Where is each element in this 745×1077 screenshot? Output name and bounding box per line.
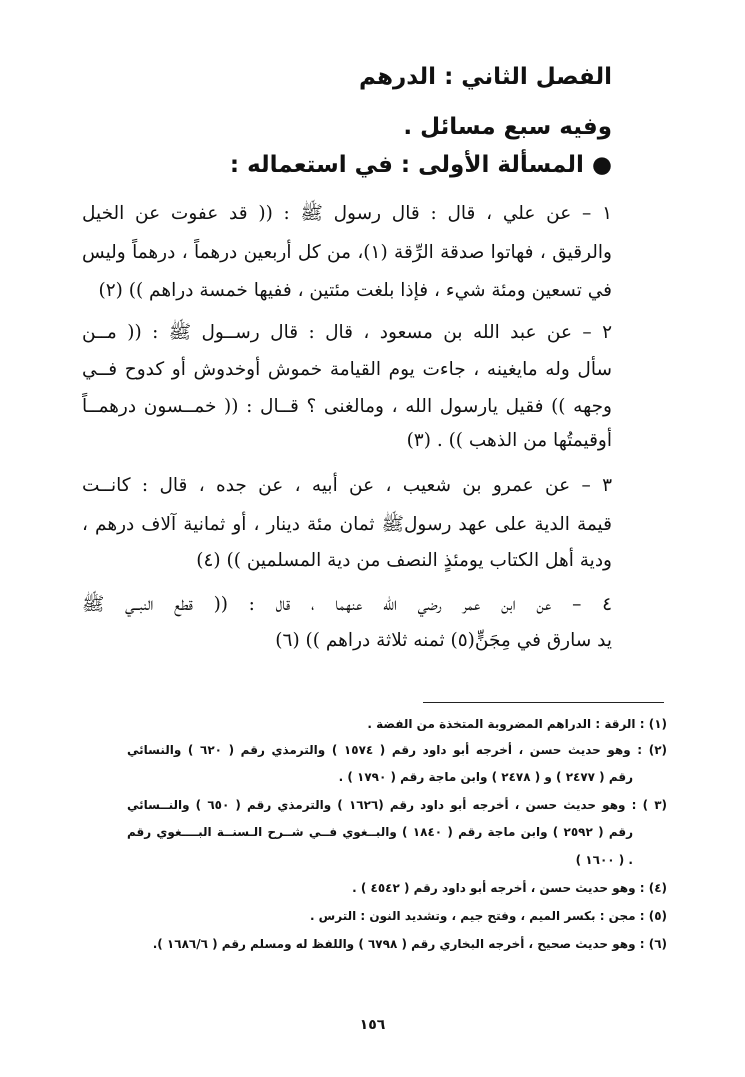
paragraph-1-line-3: في تسعين ومئة شيء ، فإذا بلغت مئتين ، ففيها خمسة دراهم )) (٢) [98,280,612,301]
footnote-6: (٦) : وهو حديث صحيح ، أخرجه البخاري رقم ( ٦٧٩٨ ) واللفظ له ومسلم رقم ( ١٦٨٦/٦ ). [152,937,667,951]
footnote-separator [423,702,664,703]
paragraph-3-line-1: ٣ – عن عمرو بن شعيب ، عن أبيه ، عن جده ، قال : كانــت [82,475,612,496]
paragraph-4-line-2: يد سارق في مِجَنٍّ(٥) ثمنه ثلاثة دراهم )) (٦) [275,630,612,651]
paragraph-2-line-1: ٢ – عن عبد الله بن مسعود ، قال : قال رســول ﷺ : (( مــن [82,322,612,343]
paragraph-4-line-1: ٤ – عن ابن عمر رضي الله عنهما ، قال : (( قطع النبــي ﷺ [82,594,612,615]
chapter-subtitle: وفيه سبع مسائل . [403,114,612,140]
paragraph-3-line-3: ودية أهل الكتاب يومئذٍ النصف من دية المسلمين )) (٤) [196,550,612,571]
footnote-2-line-2: رقم ( ٢٤٧٧ ) و ( ٢٤٧٨ ) وابن ماجة رقم ( ١٧٩٠ ) . [338,770,633,784]
paragraph-1-line-1: ١ – عن علي ، قال : قال رسول ﷺ : (( قد عفوت عن الخيل [82,203,612,224]
paragraph-2-line-2: سأل وله مايغينه ، جاءت يوم القيامة خموش أوخدوش أو كدوح فــي [82,359,612,380]
footnote-2-line-1: (٢) : وهو حديث حسن ، أخرجه أبو داود رقم ( ١٥٧٤ ) والترمذي رقم ( ٦٢٠ ) والنسائي [127,743,667,757]
paragraph-2-line-3: وجهه )) فقيل يارسول الله ، ومالغنى ؟ قــال : (( خمــسون درهمــاً [82,396,612,417]
footnote-4: (٤) : وهو حديث حسن ، أخرجه أبو داود رقم ( ٤٥٤٢ ) . [352,881,667,895]
footnote-3-line-2: رقم ( ٢٥٩٢ ) وابن ماجة رقم ( ١٨٤٠ ) والبــغوي فــي شــرح الـسنــة البــــغوي رقم [127,825,634,839]
footnote-1: (١) : الرقة : الدراهم المضروبة المتخذة من الفضة . [367,717,667,731]
paragraph-2-line-4: أوقيمتُها من الذهب )) . (٣) [406,430,612,451]
paragraph-3-line-2: قيمة الدية على عهد رسولﷺ ثمان مئة دينار ، أو ثمانية آلاف درهم ، [82,514,612,535]
page-number: ١٥٦ [359,1017,386,1033]
chapter-title: الفصل الثاني : الدرهم [359,64,612,90]
paragraph-1-line-2: والرقيق ، فهاتوا صدقة الرِّقة (١)، من كل أربعين درهماً ، درهماً وليس [82,242,612,263]
footnote-3-line-3: ( ١٦٠٠ ) . [575,853,633,867]
section-heading: ● المسألة الأولى : في استعماله : [229,152,612,178]
footnote-5: (٥) : مجن : بكسر الميم ، وفتح جيم ، وتشديد النون : الترس . [309,909,667,923]
footnote-3-line-1: (٣ ) : وهو حديث حسن ، أخرجه أبو داود رقم (١٦٢٦ ) والترمذي رقم ( ٦٥٠ ) والنــسائي [127,798,667,812]
